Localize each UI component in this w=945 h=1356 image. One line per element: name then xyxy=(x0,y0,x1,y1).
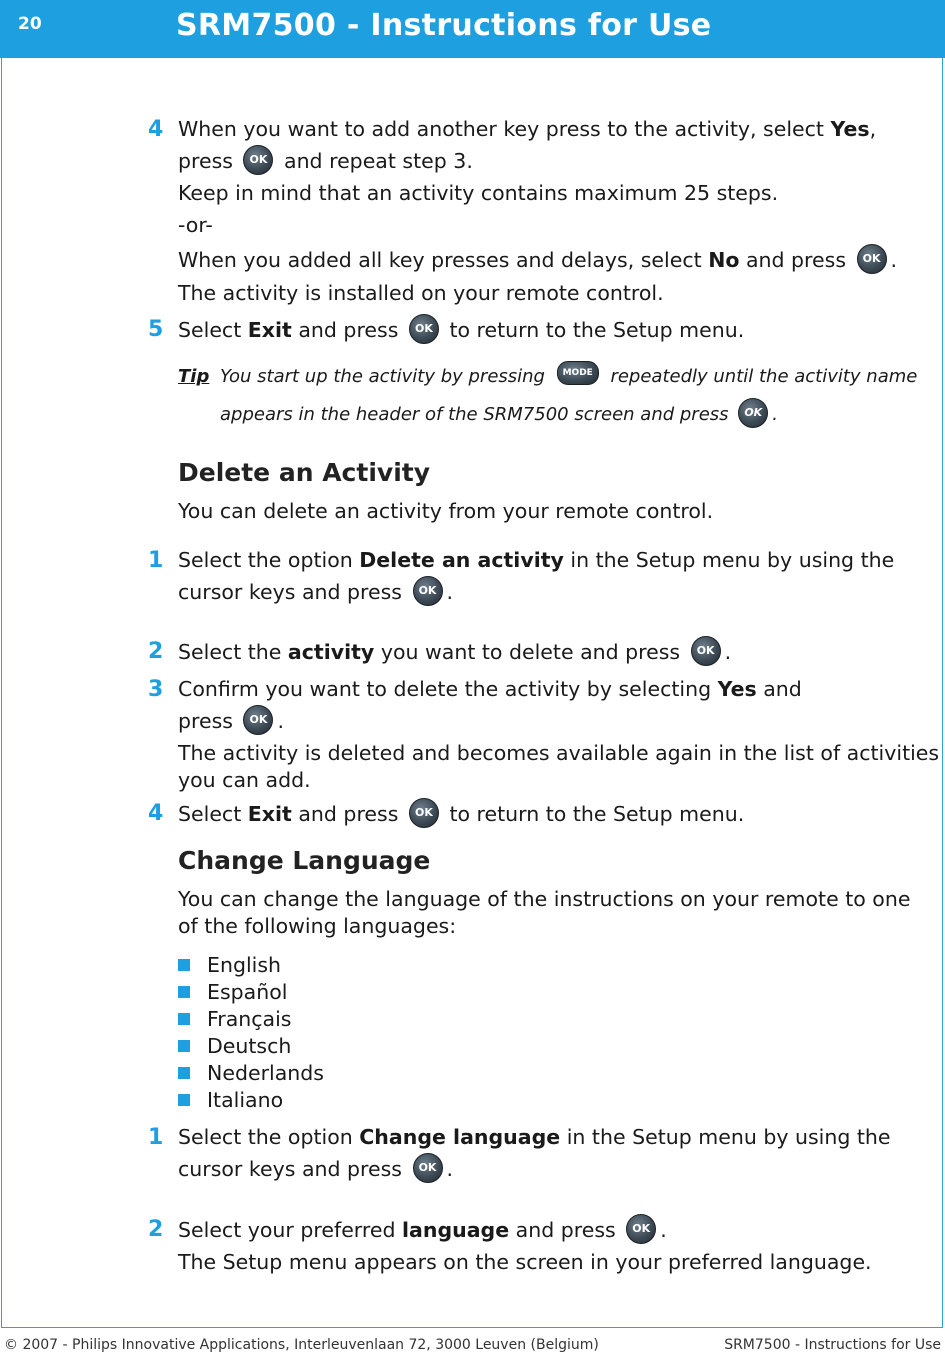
page-header xyxy=(0,0,945,58)
bullet-icon xyxy=(178,1094,190,1106)
step-number: 4 xyxy=(148,117,164,142)
list-item: English xyxy=(207,953,282,977)
step-text: The Setup menu appears on the screen in your preferred language. xyxy=(178,1250,872,1274)
step-text: The activity is deleted and becomes available again in the list of activities xyxy=(178,741,940,765)
ok-button-icon: OK xyxy=(243,705,273,735)
step-number: 1 xyxy=(148,548,164,573)
ok-button-icon: OK xyxy=(413,1153,443,1183)
step-text: When you added all key presses and delays, select No and press OK . xyxy=(178,246,897,276)
list-item: Español xyxy=(207,980,288,1004)
step-number: 1 xyxy=(148,1125,164,1150)
list-item: Deutsch xyxy=(207,1034,292,1058)
step-text: Select the option Delete an activity in the Setup menu by using the xyxy=(178,548,895,572)
ok-button-icon: OK xyxy=(738,398,768,428)
bullet-icon xyxy=(178,1013,190,1025)
ok-button-icon: OK xyxy=(626,1214,656,1244)
step-text: When you want to add another key press to the activity, select Yes, xyxy=(178,117,877,141)
bullet-icon xyxy=(178,1067,190,1079)
step-number: 2 xyxy=(148,639,164,664)
step-text: press OK . xyxy=(178,707,284,737)
ok-button-icon: OK xyxy=(409,798,439,828)
tip-label: Tip xyxy=(178,366,210,387)
step-text: cursor keys and press OK . xyxy=(178,578,453,608)
tip-text: appears in the header of the SRM7500 screen and press OK . xyxy=(220,400,778,430)
ok-button-icon: OK xyxy=(243,145,273,175)
section-intro: You can change the language of the instructions on your remote to one xyxy=(178,887,911,911)
bullet-icon xyxy=(178,1040,190,1052)
document-title: SRM7500 - Instructions for Use xyxy=(176,8,712,43)
step-text: Keep in mind that an activity contains maximum 25 steps. xyxy=(178,181,779,205)
footer-doc-title: SRM7500 - Instructions for Use xyxy=(724,1337,941,1353)
ok-button-icon: OK xyxy=(857,244,887,274)
step-text: Select the activity you want to delete and press OK . xyxy=(178,638,731,668)
step-text: cursor keys and press OK . xyxy=(178,1155,453,1185)
ok-button-icon: OK xyxy=(413,576,443,606)
list-item: Français xyxy=(207,1007,292,1031)
tip-text: You start up the activity by pressing MODE repeatedly until the activity name xyxy=(220,364,917,390)
step-number: 5 xyxy=(148,317,164,342)
step-text: Confirm you want to delete the activity by selecting Yes and xyxy=(178,677,802,701)
list-item: Italiano xyxy=(207,1088,284,1112)
section-intro: of the following languages: xyxy=(178,914,457,938)
section-intro: You can delete an activity from your remote control. xyxy=(178,499,714,523)
step-number: 4 xyxy=(148,801,164,826)
step-text: -or- xyxy=(178,213,213,237)
step-text: The activity is installed on your remote control. xyxy=(178,281,664,305)
section-heading: Delete an Activity xyxy=(178,458,431,487)
step-text: you can add. xyxy=(178,768,311,792)
step-text: Select your preferred language and press OK . xyxy=(178,1216,667,1246)
step-text: Select Exit and press OK to return to the Setup menu. xyxy=(178,316,744,346)
bullet-icon xyxy=(178,986,190,998)
step-number: 3 xyxy=(148,677,164,702)
step-text: Select the option Change language in the Setup menu by using the xyxy=(178,1125,891,1149)
ok-button-icon: OK xyxy=(691,636,721,666)
mode-button-icon: MODE xyxy=(557,361,599,385)
ok-button-icon: OK xyxy=(409,314,439,344)
step-text: press OK and repeat step 3. xyxy=(178,147,473,177)
list-item: Nederlands xyxy=(207,1061,324,1085)
section-heading: Change Language xyxy=(178,846,431,875)
bullet-icon xyxy=(178,959,190,971)
page-number: 20 xyxy=(18,14,42,34)
footer-copyright: © 2007 - Philips Innovative Applications, Interleuvenlaan 72, 3000 Leuven (Belgium) xyxy=(4,1337,599,1353)
step-text: Select Exit and press OK to return to the Setup menu. xyxy=(178,800,744,830)
step-number: 2 xyxy=(148,1217,164,1242)
